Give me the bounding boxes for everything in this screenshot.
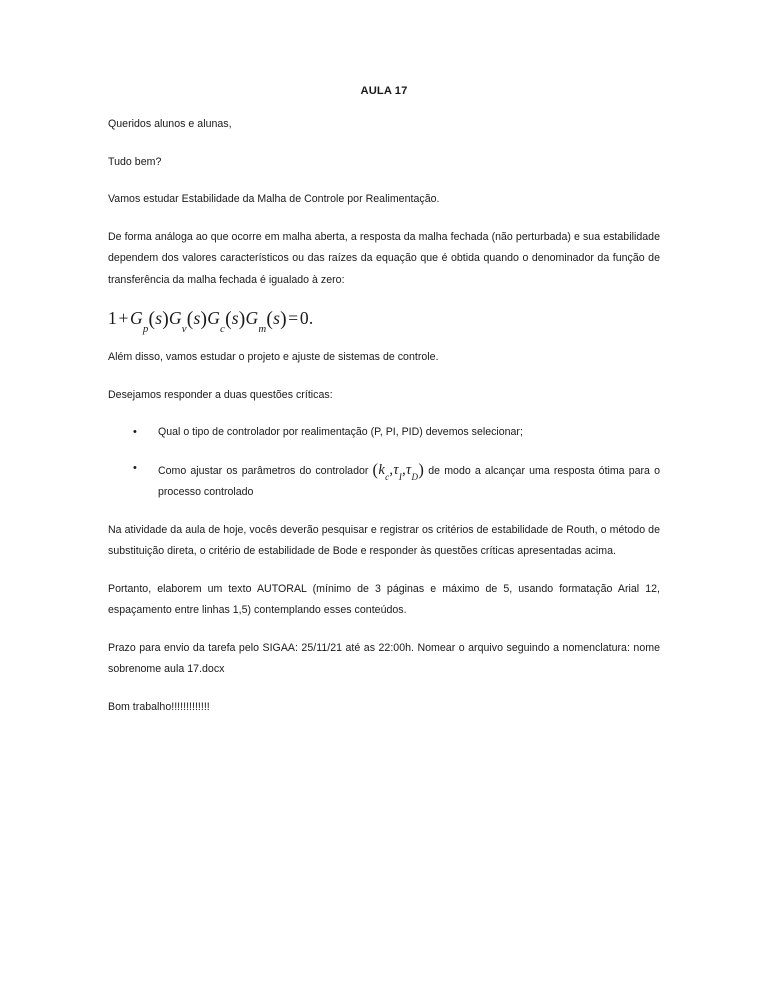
inline-equation-taud-base: τ (406, 461, 412, 478)
equation-term-gc-base: G (207, 308, 221, 328)
equation-term-gm-arg: s (273, 308, 281, 328)
equation-rhs-number: 0 (299, 308, 309, 328)
equation-term-gv-arg: s (193, 308, 201, 328)
document-body (108, 84, 660, 734)
inline-equation-separator-2: , (402, 461, 407, 478)
equation-term-gp-open-paren: ( (148, 309, 156, 330)
list-item-text-before: Como ajustar os parâmetros do controlador (158, 464, 373, 477)
equation-term-gp-base: G (130, 308, 143, 328)
questions-list (108, 422, 660, 504)
paragraph-besides: Além disso, vamos estudar o projeto e ajuste de sistemas de controle. (108, 351, 439, 363)
equation-term-gc-arg: s (231, 308, 239, 328)
inline-equation-kc-base: k (378, 461, 386, 478)
list-item-label: Qual o tipo de controlador por realimentação (P, PI, PID) devemos selecionar; (158, 426, 523, 438)
page-title: AULA 17 (360, 85, 408, 97)
equation-plus-operator: + (118, 308, 129, 328)
equation-term-gp-sub: p (142, 322, 149, 335)
equation-equals-operator: = (288, 308, 299, 328)
paragraph-topic: Vamos estudar Estabilidade da Malha de Controle por Realimentação. (108, 193, 440, 205)
list-item (108, 422, 660, 444)
equation-term-gp-close-paren: ) (162, 309, 169, 330)
equation-term-gm-close-paren: ) (280, 309, 287, 330)
paragraph-greeting: Queridos alunos e alunas, (108, 118, 232, 130)
equation-term-gm-base: G (245, 308, 259, 328)
paragraph-questions-intro: Desejamos responder a duas questões críticas: (108, 388, 333, 401)
equation-period: . (308, 308, 314, 328)
paragraph-authoral: Portanto, elaborem um texto AUTORAL (mínimo de 3 páginas e máximo de 5, usando formatação Arial 12, espaçamento entre linhas 1,5) contemplando esses conteúdos. (108, 582, 660, 616)
equation-term-gv-sub: v (181, 322, 187, 335)
equation-term-gc-close-paren: ) (238, 309, 246, 330)
equation-term-gc-sub: c (220, 322, 226, 335)
list-item (108, 458, 660, 504)
inline-equation (372, 459, 425, 482)
bullet-icon: • (133, 461, 137, 474)
display-equation (108, 306, 660, 335)
inline-equation-open-paren: ( (372, 459, 379, 479)
equation-term-gm-sub: m (258, 322, 267, 335)
equation-term-gm-open-paren: ( (266, 309, 274, 330)
list-item-text-after: de modo a alcançar uma resposta ótima para o processo controlado (158, 464, 660, 498)
bullet-icon: • (133, 426, 137, 438)
inline-equation-close-paren: ) (418, 459, 425, 479)
equation-term-gc-open-paren: ( (225, 309, 232, 330)
equation-term-gv-open-paren: ( (186, 309, 194, 330)
equation-term-gv-close-paren: ) (200, 309, 208, 330)
inline-equation-taui-sub: I (398, 471, 403, 482)
inline-equation-taui-base: τ (393, 461, 399, 478)
equation-lhs-number: 1 (108, 308, 117, 328)
equation-term-gv-base: G (168, 308, 182, 328)
inline-equation-taud-sub: D (411, 471, 419, 482)
equation-term-gp-arg: s (155, 308, 163, 328)
paragraph-activity: Na atividade da aula de hoje, vocês deverão pesquisar e registrar os critérios de estabilidade de Routh, o método de substituição direta, o critério de estabilidade de Bode e responder às questões críticas apresentadas acima. (108, 523, 660, 557)
inline-equation-kc-sub: c (385, 471, 390, 482)
paragraph-analogy: De forma análoga ao que ocorre em malha aberta, a resposta da malha fechada (não perturbada) e sua estabilidade dependem dos valores característicos ou das raízes da equação que é obtida quando o denominador da função de transferência da malha fechada é igualado à zero: (108, 230, 660, 286)
paragraph-howareyou: Tudo bem? (108, 155, 162, 168)
inline-equation-separator-1: , (389, 461, 394, 478)
paragraph-deadline: Prazo para envio da tarefa pelo SIGAA: 25/11/21 até as 22:00h. Nomear o arquivo seguindo a nomenclatura: nome sobrenome aula 17.docx (108, 641, 660, 675)
paragraph-closing: Bom trabalho!!!!!!!!!!!!! (108, 700, 210, 713)
